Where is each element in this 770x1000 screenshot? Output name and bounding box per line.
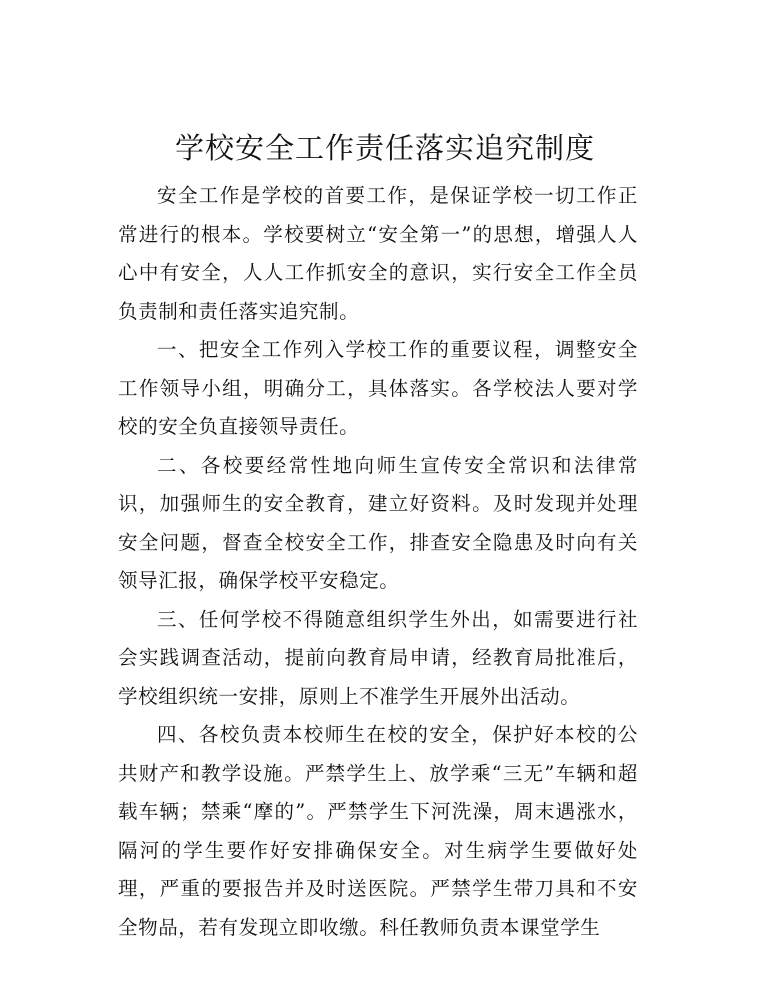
document-body — [118, 177, 638, 947]
paragraph-item-2: 二、各校要经常性地向师生宣传安全常识和法律常识，加强师生的安全教育，建立好资料。及时发现并处理安全问题，督查全校安全工作，排查安全隐患及时向有关领导汇报，确保学校平安稳定。 — [118, 453, 638, 592]
paragraph-item-1: 一、把安全工作列入学校工作的重要议程，调整安全工作领导小组，明确分工，具体落实。各学校法人要对学校的安全负直接领导责任。 — [118, 338, 638, 438]
document-title: 学校安全工作责任落实追究制度 — [174, 131, 595, 165]
paragraph-item-4: 四、各校负责本校师生在校的安全，保护好本校的公共财产和教学设施。严禁学生上、放学乘“三无”车辆和超载车辆；禁乘“摩的”。严禁学生下河洗澡，周末遇涨水，隔河的学生要作好安排确保安全。对生病学生要做好处理，严重的要报告并及时送医院。严禁学生带刀具和不安全物品，若有发现立即收缴。科任教师负责本课堂学生 — [118, 723, 638, 939]
paragraph-intro: 安全工作是学校的首要工作，是保证学校一切工作正常进行的根本。学校要树立“安全第一”的思想，增强人人心中有安全，人人工作抓安全的意识，实行安全工作全员负责制和责任落实追究制。 — [118, 184, 638, 323]
paragraph-item-3: 三、任何学校不得随意组织学生外出，如需要进行社会实践调查活动，提前向教育局申请，经教育局批准后，学校组织统一安排，原则上不准学生开展外出活动。 — [118, 607, 638, 708]
